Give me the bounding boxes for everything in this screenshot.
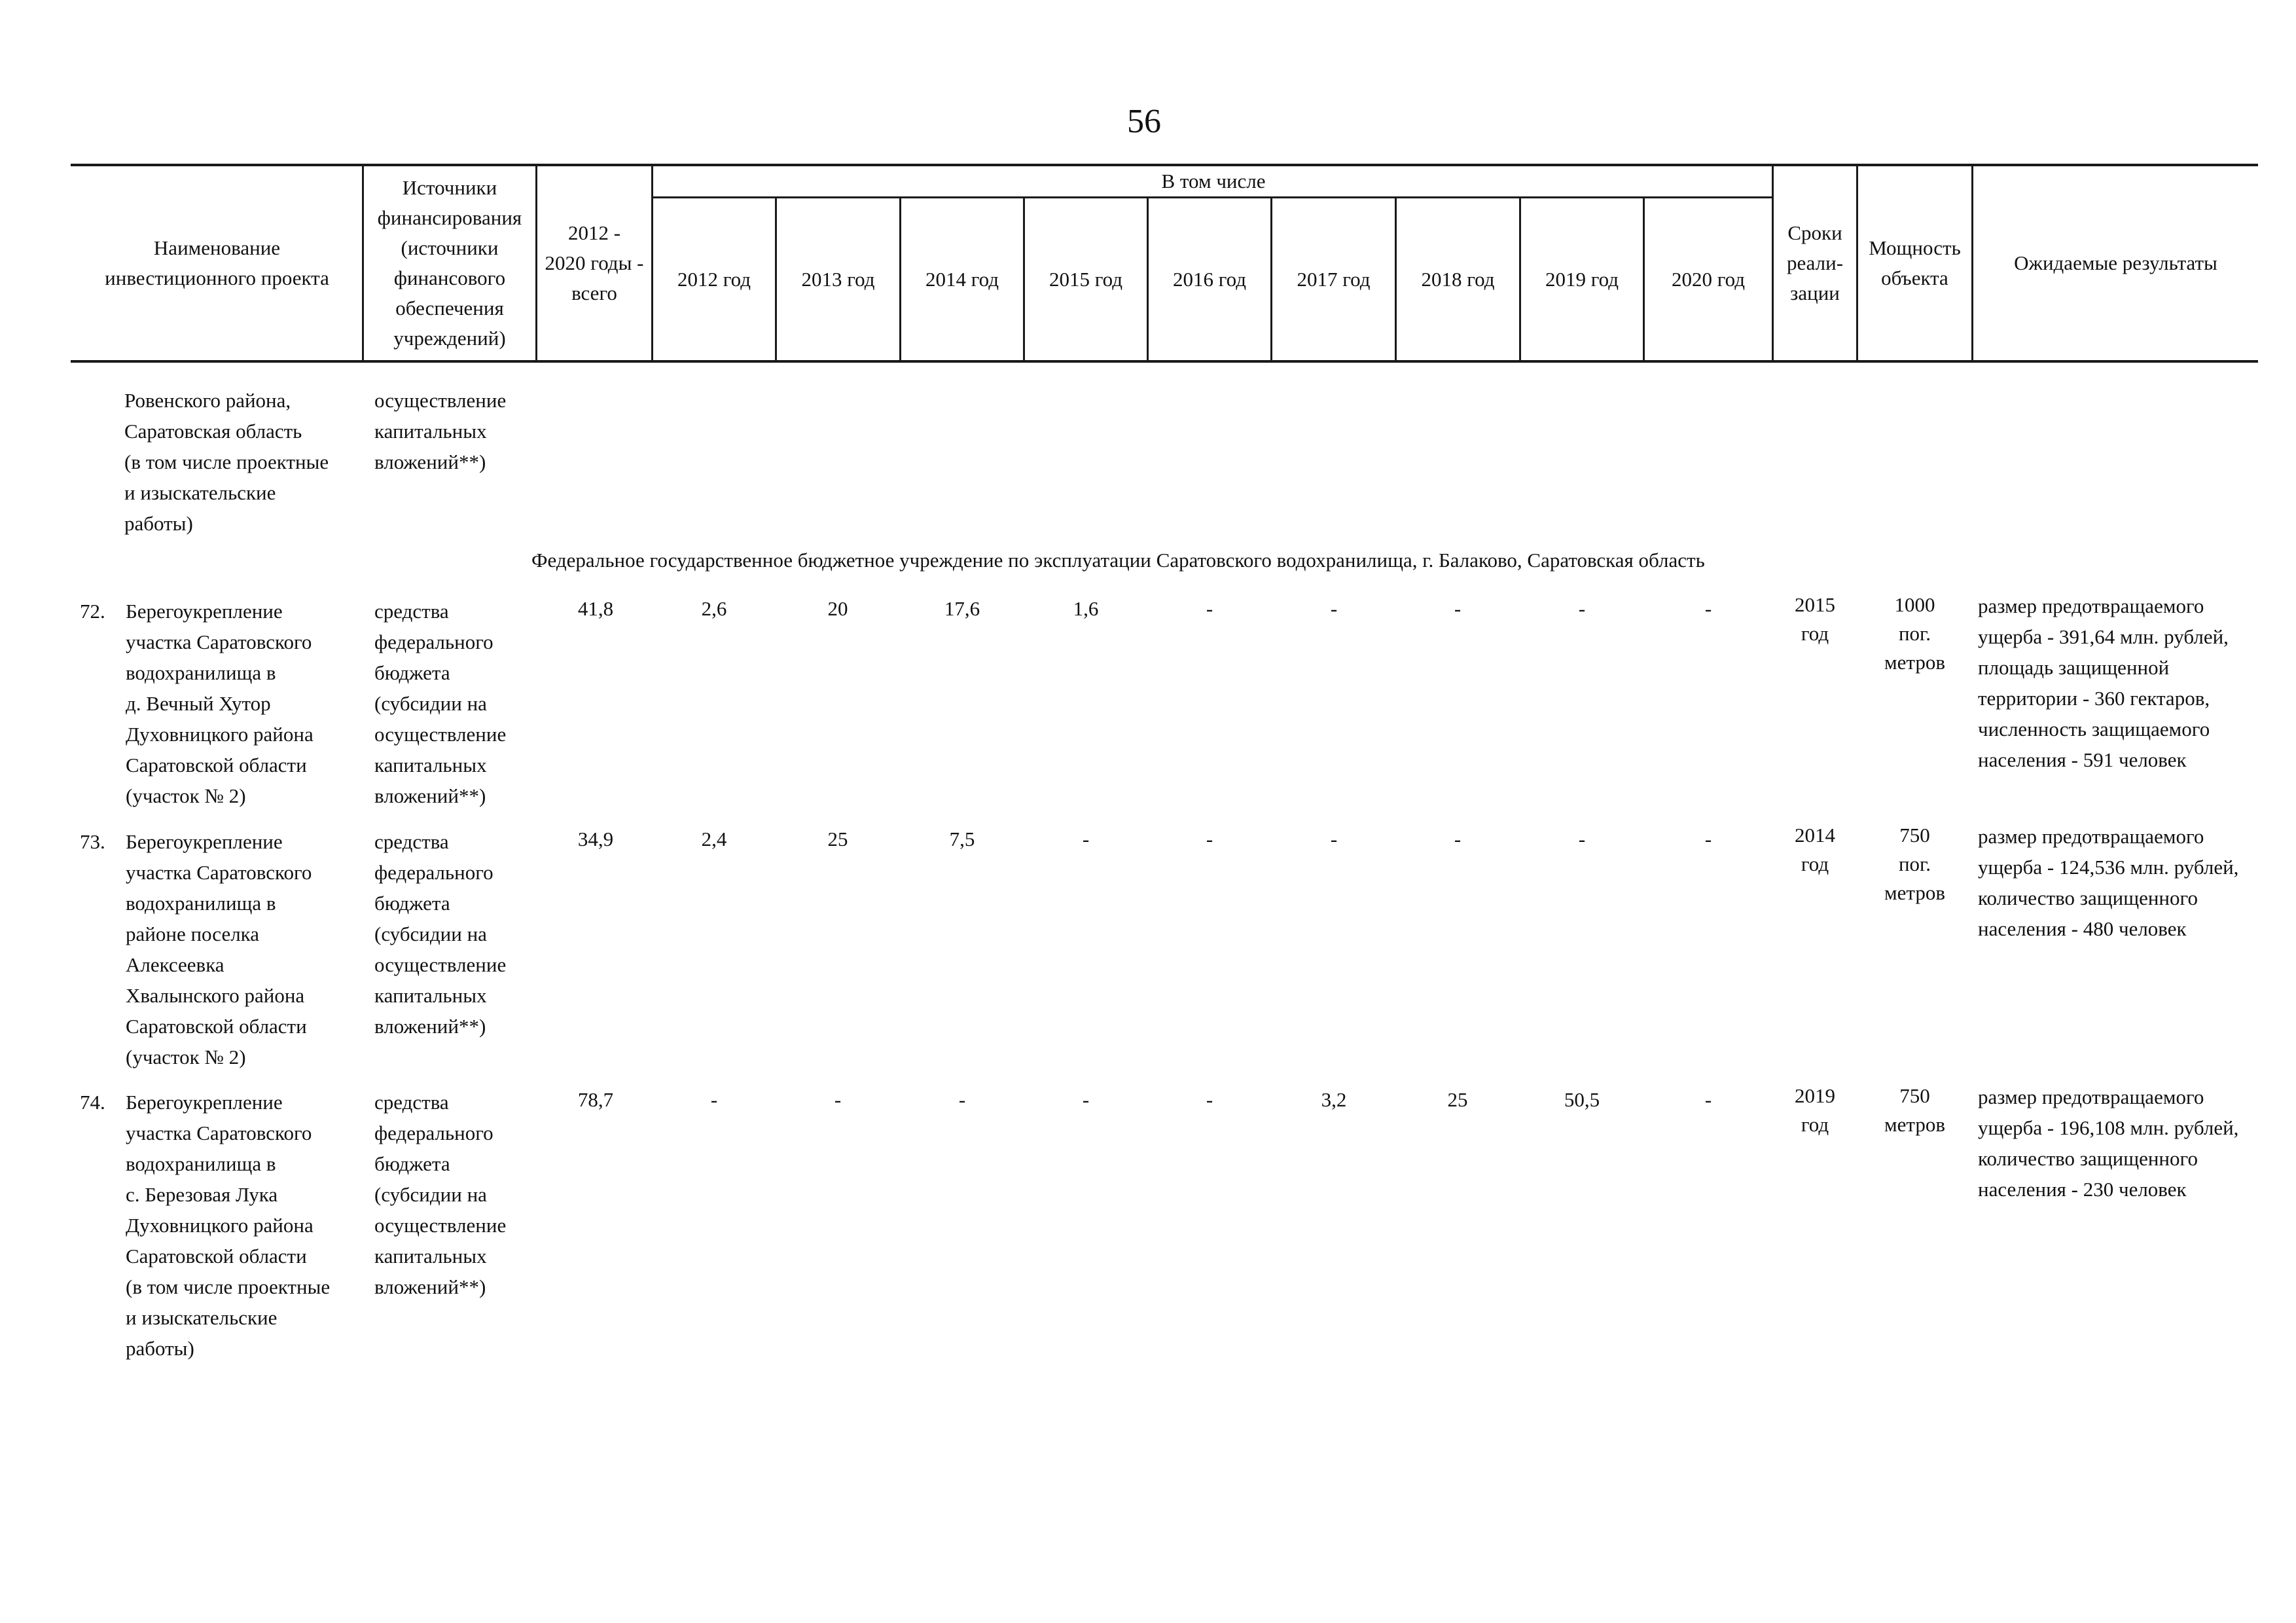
row-year-value: 20 [827,597,848,620]
row-result: размер предотвращаемого ущерба - 124,536 млн. рублей, количество защищенного населения - 480 человек [1978,825,2239,940]
header-year: 2019 год [1545,268,1619,291]
table-header-bottom-border [71,360,2258,363]
row-source: средства федерального бюджета (субсидии на осуществление капитальных вложений**) [374,830,507,1038]
row-year-value: 25 [827,828,848,850]
row-project-name: Берегоукрепление участка Саратовского водохранилища в с. Березовая Лука Духовницкого района Саратовской области (в том числе проектные и изыскательские работы) [126,1091,331,1360]
row-year-value: - [1206,597,1213,620]
header-year: 2016 год [1172,268,1247,291]
row-number: 74. [80,1091,105,1114]
row-number: 72. [80,600,105,623]
row-source: средства федерального бюджета (субсидии на осуществление капитальных вложений**) [374,600,507,807]
row-term: 2019 год [1795,1084,1835,1136]
header-project-name: Наименование инвестиционного проекта [105,236,329,289]
row-year-value: 25 [1447,1088,1468,1111]
row-year-value: - [834,1088,842,1111]
header-year: 2014 год [925,268,999,291]
row-year-value: - [1206,1088,1213,1111]
row-result: размер предотвращаемого ущерба - 391,64 млн. рублей, площадь защищенной территории - 360 гектаров, численность защищаемого населения - 591 человек [1978,594,2229,771]
row-year-value: - [1454,597,1462,620]
row-year-value: - [1206,828,1213,850]
row-capacity: 750 пог. метров [1884,824,1945,904]
row-year-value: - [1704,597,1712,620]
row-result: размер предотвращаемого ущерба - 196,108 млн. рублей, количество защищенного населения - 230 человек [1978,1085,2239,1201]
row-year-value: - [1330,597,1338,620]
header-terms: Сроки реали- зации [1786,221,1844,304]
row-year-value: - [710,1088,718,1111]
row-year-value: - [1454,828,1462,850]
row-year-value: 17,6 [944,597,980,620]
row-year-value: - [958,1088,966,1111]
header-including: В том числе [1161,170,1266,192]
row-term: 2014 год [1795,824,1835,875]
row-year-value: - [1330,828,1338,850]
header-sources: Источники финансирования (источники финансового обеспечения учреждений) [377,176,522,350]
row-source: средства федерального бюджета (субсидии на осуществление капитальных вложений**) [374,1091,507,1298]
header-year: 2015 год [1049,268,1123,291]
header-results: Ожидаемые результаты [2014,251,2217,274]
row-year-value: 7,5 [949,828,975,850]
row-project-name: Берегоукрепление участка Саратовского водохранилища в районе поселка Алексеевка Хвалынского района Саратовской области (участок № 2) [126,830,312,1068]
row-year-value: - [1082,1088,1090,1111]
header-year: 2013 год [801,268,875,291]
row-capacity: 750 метров [1884,1084,1945,1136]
row-number: 73. [80,830,105,853]
row-year-value: 1,6 [1073,597,1099,620]
header-capacity: Мощность объекта [1869,236,1961,289]
row-year-value: 2,6 [701,597,727,620]
row-total: 34,9 [577,828,614,850]
row-term: 2015 год [1795,593,1835,645]
row-year-value: - [1704,828,1712,850]
row-total: 78,7 [577,1088,614,1111]
continuation-source: осуществление капитальных вложений**) [374,389,507,473]
header-total: 2012 - 2020 годы - всего [545,221,644,304]
section-title: Федеральное государственное бюджетное учреждение по эксплуатации Саратовского водохранилища, г. Балаково, Саратовская область [531,549,1705,572]
row-total: 41,8 [577,597,614,620]
row-year-value: - [1578,597,1586,620]
header-year: 2018 год [1421,268,1495,291]
years-group-divider [651,196,1774,198]
row-year-value: - [1578,828,1586,850]
continuation-project-name: Ровенского района, Саратовская область (в том числе проектные и изыскательские работы) [124,389,329,535]
row-project-name: Берегоукрепление участка Саратовского водохранилища в д. Вечный Хутор Духовницкого района Саратовской области (участок № 2) [126,600,314,807]
row-year-value: - [1082,828,1090,850]
row-year-value: 2,4 [701,828,727,850]
header-year: 2017 год [1297,268,1371,291]
row-year-value: - [1704,1088,1712,1111]
page-number: 56 [1127,103,1161,140]
header-year: 2020 год [1671,268,1746,291]
row-year-value: 50,5 [1564,1088,1600,1111]
row-capacity: 1000 пог. метров [1884,593,1945,674]
header-year: 2012 год [677,268,751,291]
row-year-value: 3,2 [1321,1088,1347,1111]
